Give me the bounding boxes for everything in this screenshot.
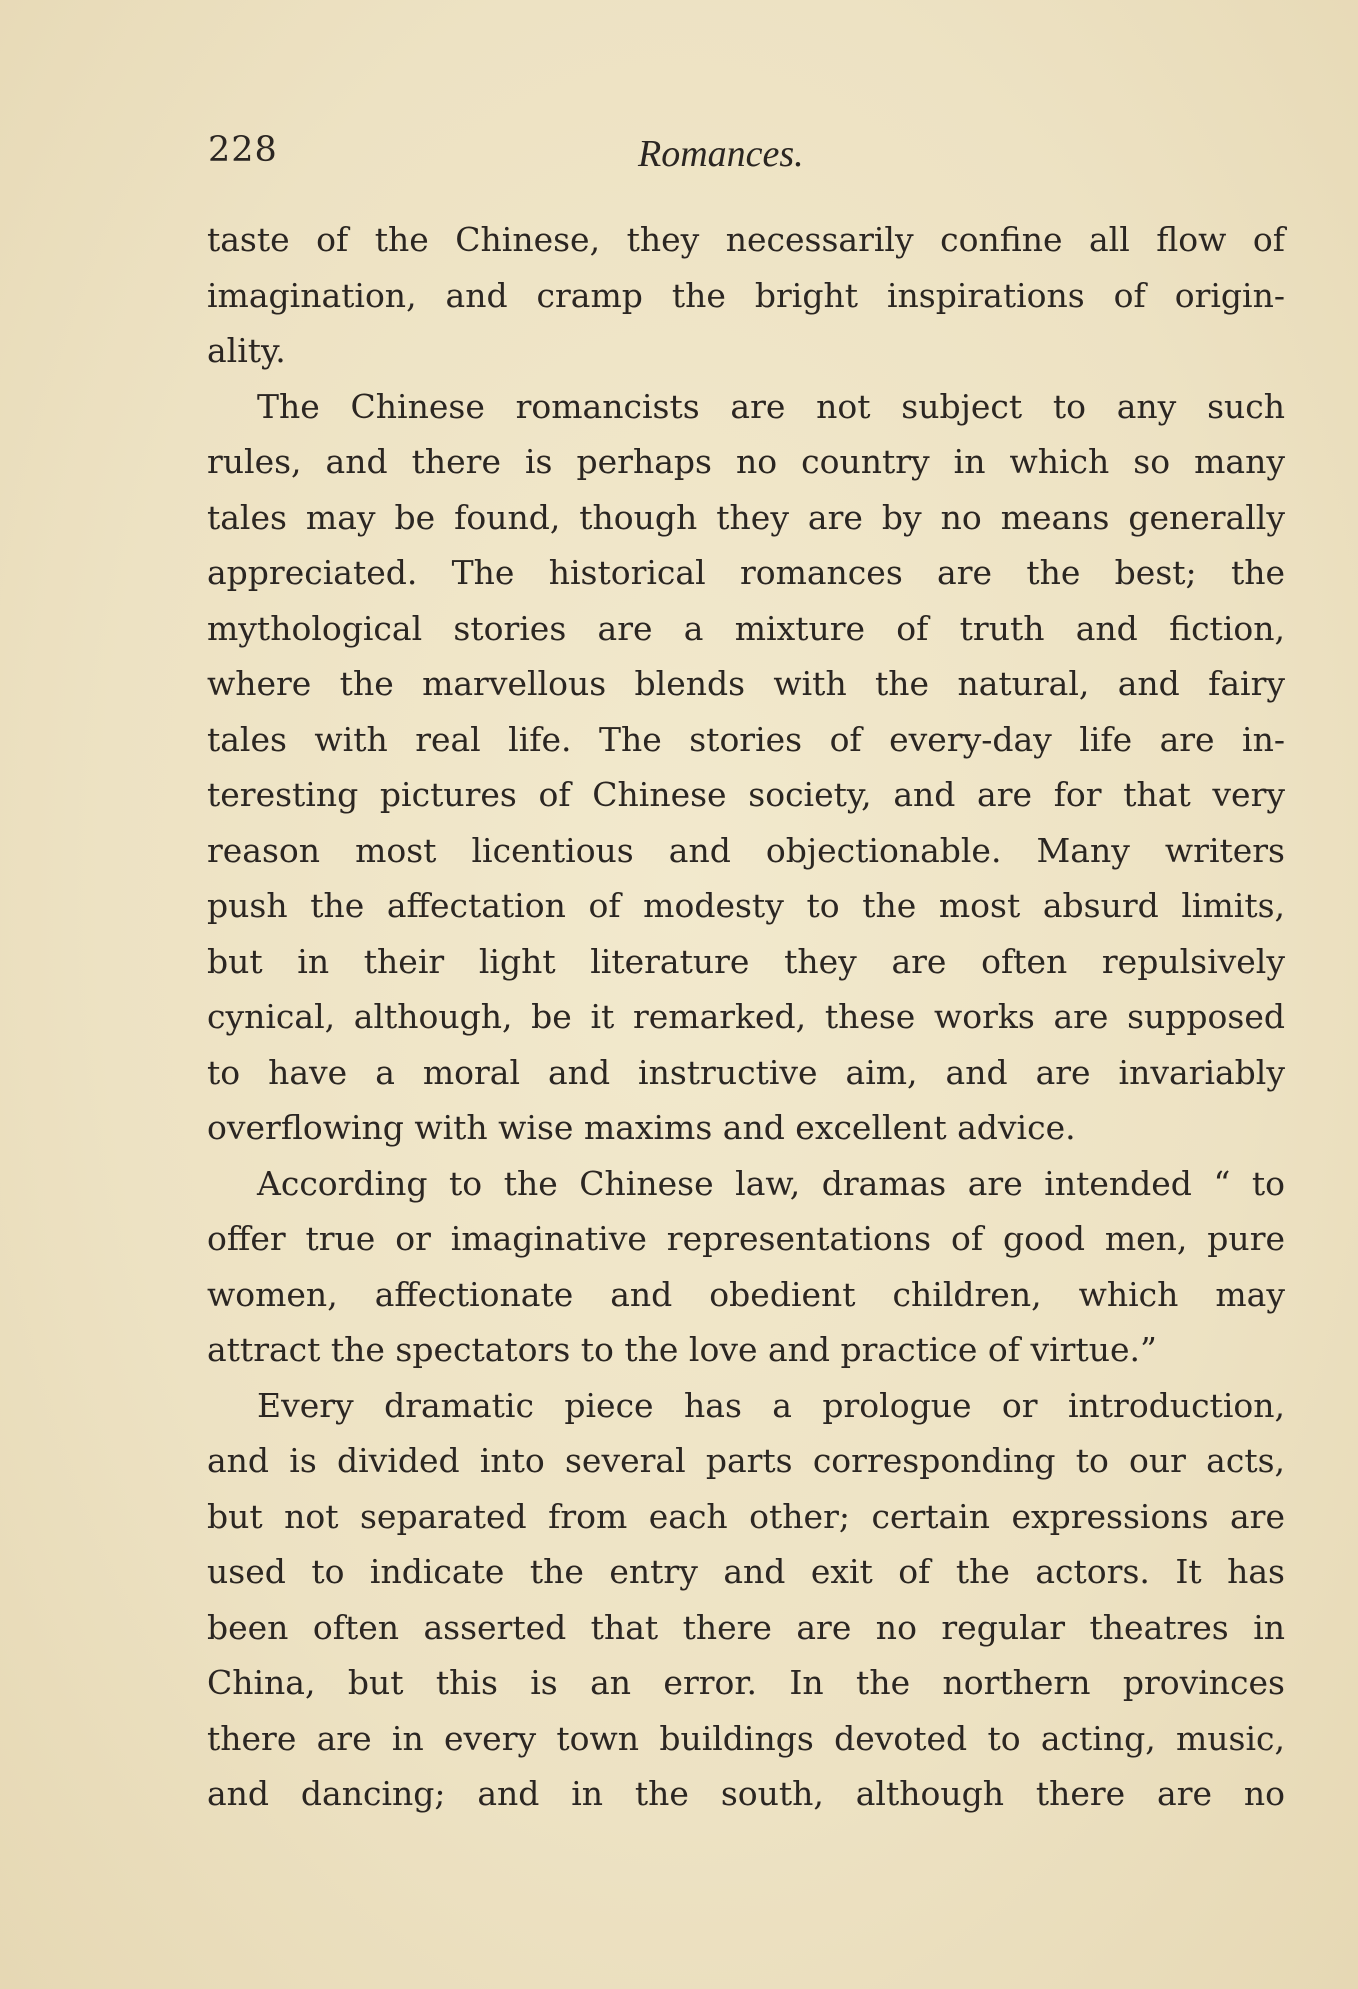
running-head	[208, 130, 1168, 180]
text-line: but not separated from each other; certain expressions are	[207, 1496, 1285, 1536]
section-title: Romances.	[638, 133, 804, 175]
text-line: taste of the Chinese, they necessarily confine all flow of	[207, 220, 1285, 259]
text-line: According to the Chinese law, dramas are intended “ to	[257, 1163, 1285, 1203]
text-line: used to indicate the entry and exit of the actors. It has	[207, 1552, 1285, 1591]
text-line: mythological stories are a mixture of truth and fiction,	[207, 608, 1285, 648]
text-line: there are in every town buildings devoted to acting, music,	[207, 1718, 1285, 1758]
text-line: tales may be found, though they are by no means generally	[207, 497, 1285, 537]
text-line: appreciated. The historical romances are the best; the	[207, 553, 1285, 592]
text-line: where the marvellous blends with the natural, and fairy	[207, 664, 1285, 703]
text-line: imagination, and cramp the bright inspirations of origin-	[207, 275, 1285, 315]
text-line: and dancing; and in the south, although there are no	[207, 1774, 1285, 1813]
text-line: offer true or imaginative representations of good men, pure	[207, 1219, 1285, 1258]
text-line: but in their light literature they are often repulsively	[207, 941, 1285, 981]
text-line: overflowing with wise maxims and excellent advice.	[207, 1108, 1076, 1147]
text-line: tales with real life. The stories of every-day life are in-	[207, 719, 1285, 759]
text-line: Every dramatic piece has a prologue or introduction,	[257, 1385, 1285, 1425]
text-line: and is divided into several parts corresponding to our acts,	[207, 1441, 1285, 1480]
text-line: push the affectation of modesty to the most absurd limits,	[207, 886, 1285, 925]
body-text	[207, 212, 1285, 1822]
text-line: attract the spectators to the love and practice of virtue.”	[207, 1330, 1157, 1369]
page-number: 228	[208, 130, 278, 170]
text-line: reason most licentious and objectionable. Many writers	[207, 830, 1285, 870]
text-line: rules, and there is perhaps no country in which so many	[207, 442, 1285, 481]
text-line: teresting pictures of Chinese society, and are for that very	[207, 775, 1285, 814]
text-line: The Chinese romancists are not subject to any such	[257, 386, 1285, 426]
text-line: women, affectionate and obedient children, which may	[207, 1274, 1285, 1314]
text-line: been often asserted that there are no regular theatres in	[207, 1607, 1285, 1647]
text-line: China, but this is an error. In the northern provinces	[207, 1663, 1285, 1702]
text-line: cynical, although, be it remarked, these works are supposed	[207, 997, 1285, 1036]
text-line: to have a moral and instructive aim, and are invariably	[207, 1052, 1285, 1092]
text-line: ality.	[207, 331, 286, 370]
